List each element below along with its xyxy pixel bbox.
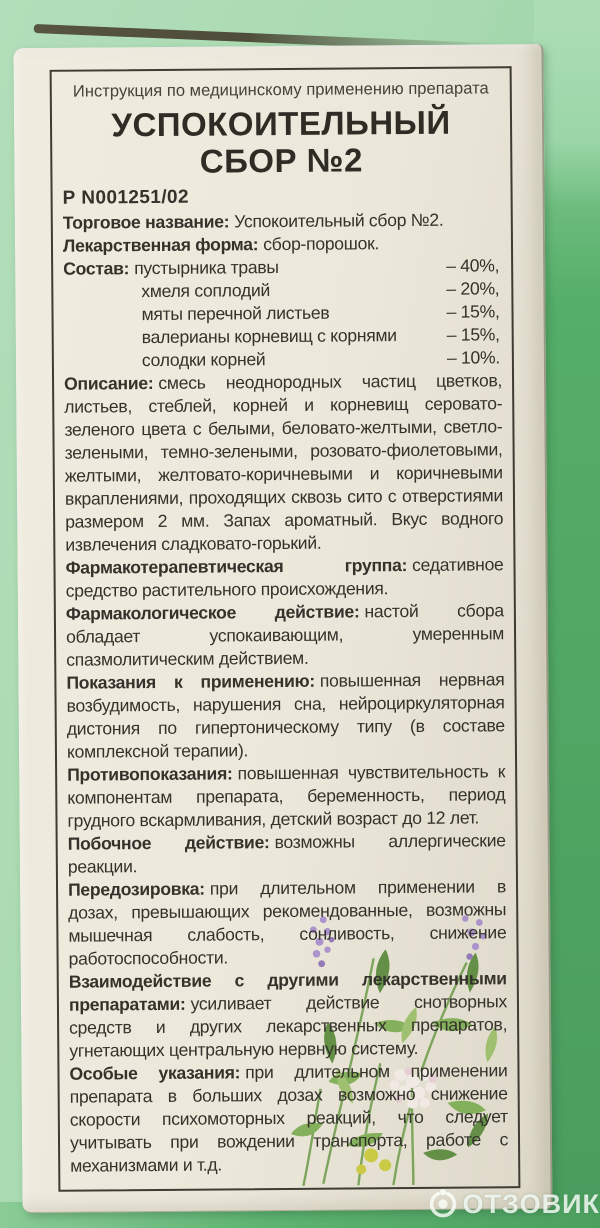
dosage-form-value: сбор-порошок. — [263, 233, 380, 255]
ingredient-name: валерианы корневищ с корнями — [141, 325, 397, 348]
section-label: Фармакологическое действие: — [65, 601, 360, 624]
section-label: Показания к применению: — [66, 670, 315, 693]
section-label: Побочное действие: — [67, 832, 270, 854]
section-text: настой сбора обладает успокаивающим, умеренным спазмолитическим действием. — [65, 600, 505, 670]
watermark-text: ОТЗОВИК — [462, 1188, 600, 1219]
section-text: повышенная чувствительность к компонентам препарата, беременность, период грудного вскармливания, детский возраст до 12 лет. — [67, 761, 506, 831]
product-title-line1: УСПОКОИТЕЛЬНЫЙ — [111, 103, 451, 144]
composition-ingredient — [63, 255, 435, 281]
section-pharm-group — [65, 553, 503, 602]
ingredient-percent: – 20%, — [446, 278, 500, 299]
ingredient-name: пустырника травы — [134, 257, 279, 279]
section-overdose — [68, 875, 507, 970]
section-label: Взаимодействие с другими лекарственными препаратами: — [68, 968, 507, 1015]
ingredient-name: хмеля соплодий — [141, 280, 271, 302]
trade-name-value: Успокоительный сбор №2. — [234, 209, 444, 232]
section-side-effects — [68, 829, 506, 878]
composition-row — [64, 323, 502, 349]
ingredient-percent: – 40%, — [446, 255, 500, 276]
section-label: Описание: — [63, 373, 154, 394]
registration-number: Р N001251/02 — [62, 186, 189, 209]
section-special — [69, 1059, 508, 1177]
section-text: усиливает действие снотворных средств и других лекарственных препаратов, угнетающих центральную нервную систему. — [69, 991, 508, 1061]
ingredient-name: солодки корней — [141, 349, 266, 371]
medicine-box — [13, 44, 552, 1213]
otzovik-watermark — [426, 1187, 600, 1221]
trade-name-field — [63, 208, 501, 234]
ingredient-percent: – 15%, — [446, 301, 500, 322]
section-text: смесь неоднородных частиц цветков, листьев, стеблей, корней и корневищ серовато-зеленого цвета с белыми, беловато-желтыми, светло-зелеными, темно-зелеными, розовато-фиолетовыми, желтыми, желтовато-коричневыми и коричневыми вкраплениями, проходящих сквозь сито с отверстиями размером 2 мм. Запах ароматный. Вкус водного извлечения сладковато-горький. — [64, 370, 504, 555]
section-indications — [66, 668, 505, 763]
section-description — [64, 369, 503, 556]
section-label: Фармакотерапевтическая группа: — [65, 555, 408, 578]
ingredient-name: мяты перечной листьев — [141, 302, 330, 325]
section-contraindications — [67, 760, 506, 832]
section-label: Передозировка: — [67, 878, 205, 900]
ingredient-percent: – 10%. — [446, 347, 500, 368]
section-text: при длительном применении препарата в больших дозах возможно снижение скорости психомоторных реакций, что следует учитывать при вождении транспорта, работе с механизмами и т.д. — [69, 1060, 509, 1176]
composition-row — [63, 254, 501, 280]
product-title-line2: СБОР №2 — [199, 141, 363, 180]
ingredient-percent: – 15%, — [446, 324, 500, 345]
section-interactions — [69, 967, 508, 1062]
section-text: возможны аллергические реакции. — [67, 830, 506, 877]
trade-name-label: Торговое название: — [62, 211, 230, 233]
product-title — [62, 103, 501, 180]
composition-row — [63, 300, 501, 326]
section-label: Особые указания: — [69, 1062, 241, 1084]
instruction-note: Инструкция по медицинскому применению препарата — [72, 78, 489, 101]
composition-row — [63, 277, 501, 303]
section-text: седативное средство растительного происхождения. — [65, 554, 504, 601]
composition-row — [64, 346, 502, 372]
section-text: повышенная нервная возбудимость, нарушения сна, нейроциркуляторная дистония по гипертоническому типу (в составе комплексной терапии). — [66, 669, 505, 762]
section-label: Противопоказания: — [67, 763, 233, 785]
section-pharm-action — [66, 599, 505, 671]
instruction-content — [52, 68, 519, 1190]
section-text: при длительном применении в дозах, превышающих рекомендованные, возможны мышечная слабость, сонливость, снижение работоспособности. — [68, 876, 507, 969]
power-circle-icon — [426, 1187, 460, 1221]
instruction-frame — [50, 66, 521, 1192]
composition-label: Состав: — [63, 258, 130, 279]
dosage-form-label: Лекарственная форма: — [62, 234, 259, 256]
dosage-form-field — [63, 231, 501, 257]
